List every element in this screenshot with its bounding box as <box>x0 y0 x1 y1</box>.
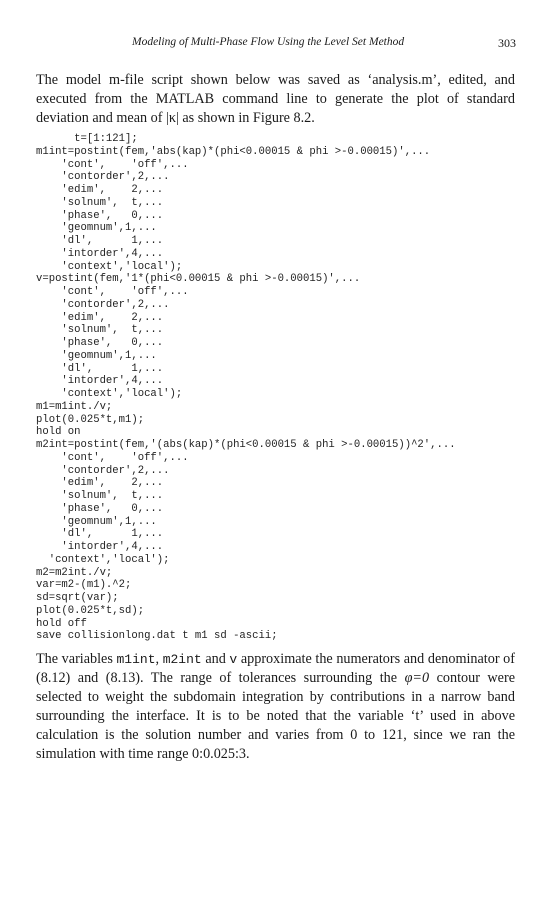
outro-text: , <box>155 651 163 667</box>
code-line: 'phase', 0,... <box>36 209 164 222</box>
code-line: 'dl', 1,... <box>36 528 164 541</box>
code-line: 'context','local'); <box>36 260 183 273</box>
code-line: 'context','local'); <box>36 553 170 566</box>
code-line: 'edim', 2,... <box>36 184 164 196</box>
code-line: 'cont', 'off',... <box>36 451 189 464</box>
code-line: t=[1:121]; <box>36 133 138 145</box>
explanation-paragraph <box>36 650 515 764</box>
code-line: sd=sqrt(var); <box>36 592 119 604</box>
var-m2int: m2int <box>162 652 202 667</box>
intro-paragraph: The model m-file script shown below was saved as ‘analysis.m’, edited, and executed from the MATLAB command line to generate the plot of standard deviation and mean of |κ| as shown in Figure 8.2. <box>36 72 515 126</box>
code-line: 'solnum', t,... <box>36 490 164 502</box>
code-line: plot(0.025*t,sd); <box>36 604 145 617</box>
code-line: 'cont', 'off',... <box>36 158 189 171</box>
outro-text: and <box>201 651 230 667</box>
code-line: 'cont', 'off',... <box>36 286 189 298</box>
code-line: m2int=postint(fem,'(abs(kap)*(phi<0.00015 & phi >-0.00015))^2',... <box>36 439 456 451</box>
code-line: plot(0.025*t,m1); <box>36 413 145 426</box>
code-line: 'phase', 0,... <box>36 337 164 349</box>
code-line: 'intorder',4,... <box>36 247 164 260</box>
outro-text: approximate the numerators and denominator of (8.12) and (8.13). The range of tolerances surrounding the <box>36 651 515 686</box>
var-m1int: m1int <box>116 652 156 667</box>
code-line: 'dl', 1,... <box>36 362 164 375</box>
code-line: 'geomnum',1,... <box>36 349 157 362</box>
code-line: 'edim', 2,... <box>36 311 164 324</box>
code-line: 'solnum', t,... <box>36 324 164 337</box>
code-line: 'edim', 2,... <box>36 477 164 490</box>
code-line: 'contorder',2,... <box>36 464 170 477</box>
code-line: 'phase', 0,... <box>36 502 164 515</box>
page-number: 303 <box>498 36 516 50</box>
code-line: 'geomnum',1,... <box>36 515 157 528</box>
code-line: m1int=postint(fem,'abs(kap)*(phi<0.00015 & phi >-0.00015)',... <box>36 145 431 158</box>
code-line: save collisionlong.dat t m1 sd -ascii; <box>36 630 278 643</box>
code-line: 'geomnum',1,... <box>36 222 157 235</box>
outro-text: The variables <box>36 651 117 667</box>
code-line: hold off <box>36 617 87 630</box>
code-line: var=m2-(m1).^2; <box>36 579 132 592</box>
code-line: 'dl', 1,... <box>36 235 164 247</box>
var-v: v <box>229 652 238 667</box>
phi-zero-symbol: φ=0 <box>404 670 430 686</box>
code-line: m1=m1int./v; <box>36 400 113 413</box>
running-title: Modeling of Multi-Phase Flow Using the Level Set Method <box>132 36 405 48</box>
code-line: 'contorder',2,... <box>36 298 170 311</box>
code-line: 'intorder',4,... <box>36 375 164 388</box>
outro-text: contour were selected to weight the subdomain integration by contributions in a narrow band surrounding the interface. It is to be noted that the variable ‘t’ used in above calculation is the solution number and varies from 0 to 121, since we ran the simulation with time range 0:0.025:3. <box>36 670 516 762</box>
code-line: 'contorder',2,... <box>36 171 170 184</box>
code-line: m2=m2int./v; <box>36 566 113 579</box>
code-line: v=postint(fem,'1*(phi<0.00015 & phi >-0.00015)',... <box>36 273 361 286</box>
code-line: 'intorder',4,... <box>36 541 164 553</box>
matlab-code-listing <box>36 133 456 643</box>
page-header <box>36 36 516 54</box>
code-line: 'solnum', t,... <box>36 196 164 209</box>
code-line: hold on <box>36 426 81 439</box>
code-line: 'context','local'); <box>36 388 183 400</box>
